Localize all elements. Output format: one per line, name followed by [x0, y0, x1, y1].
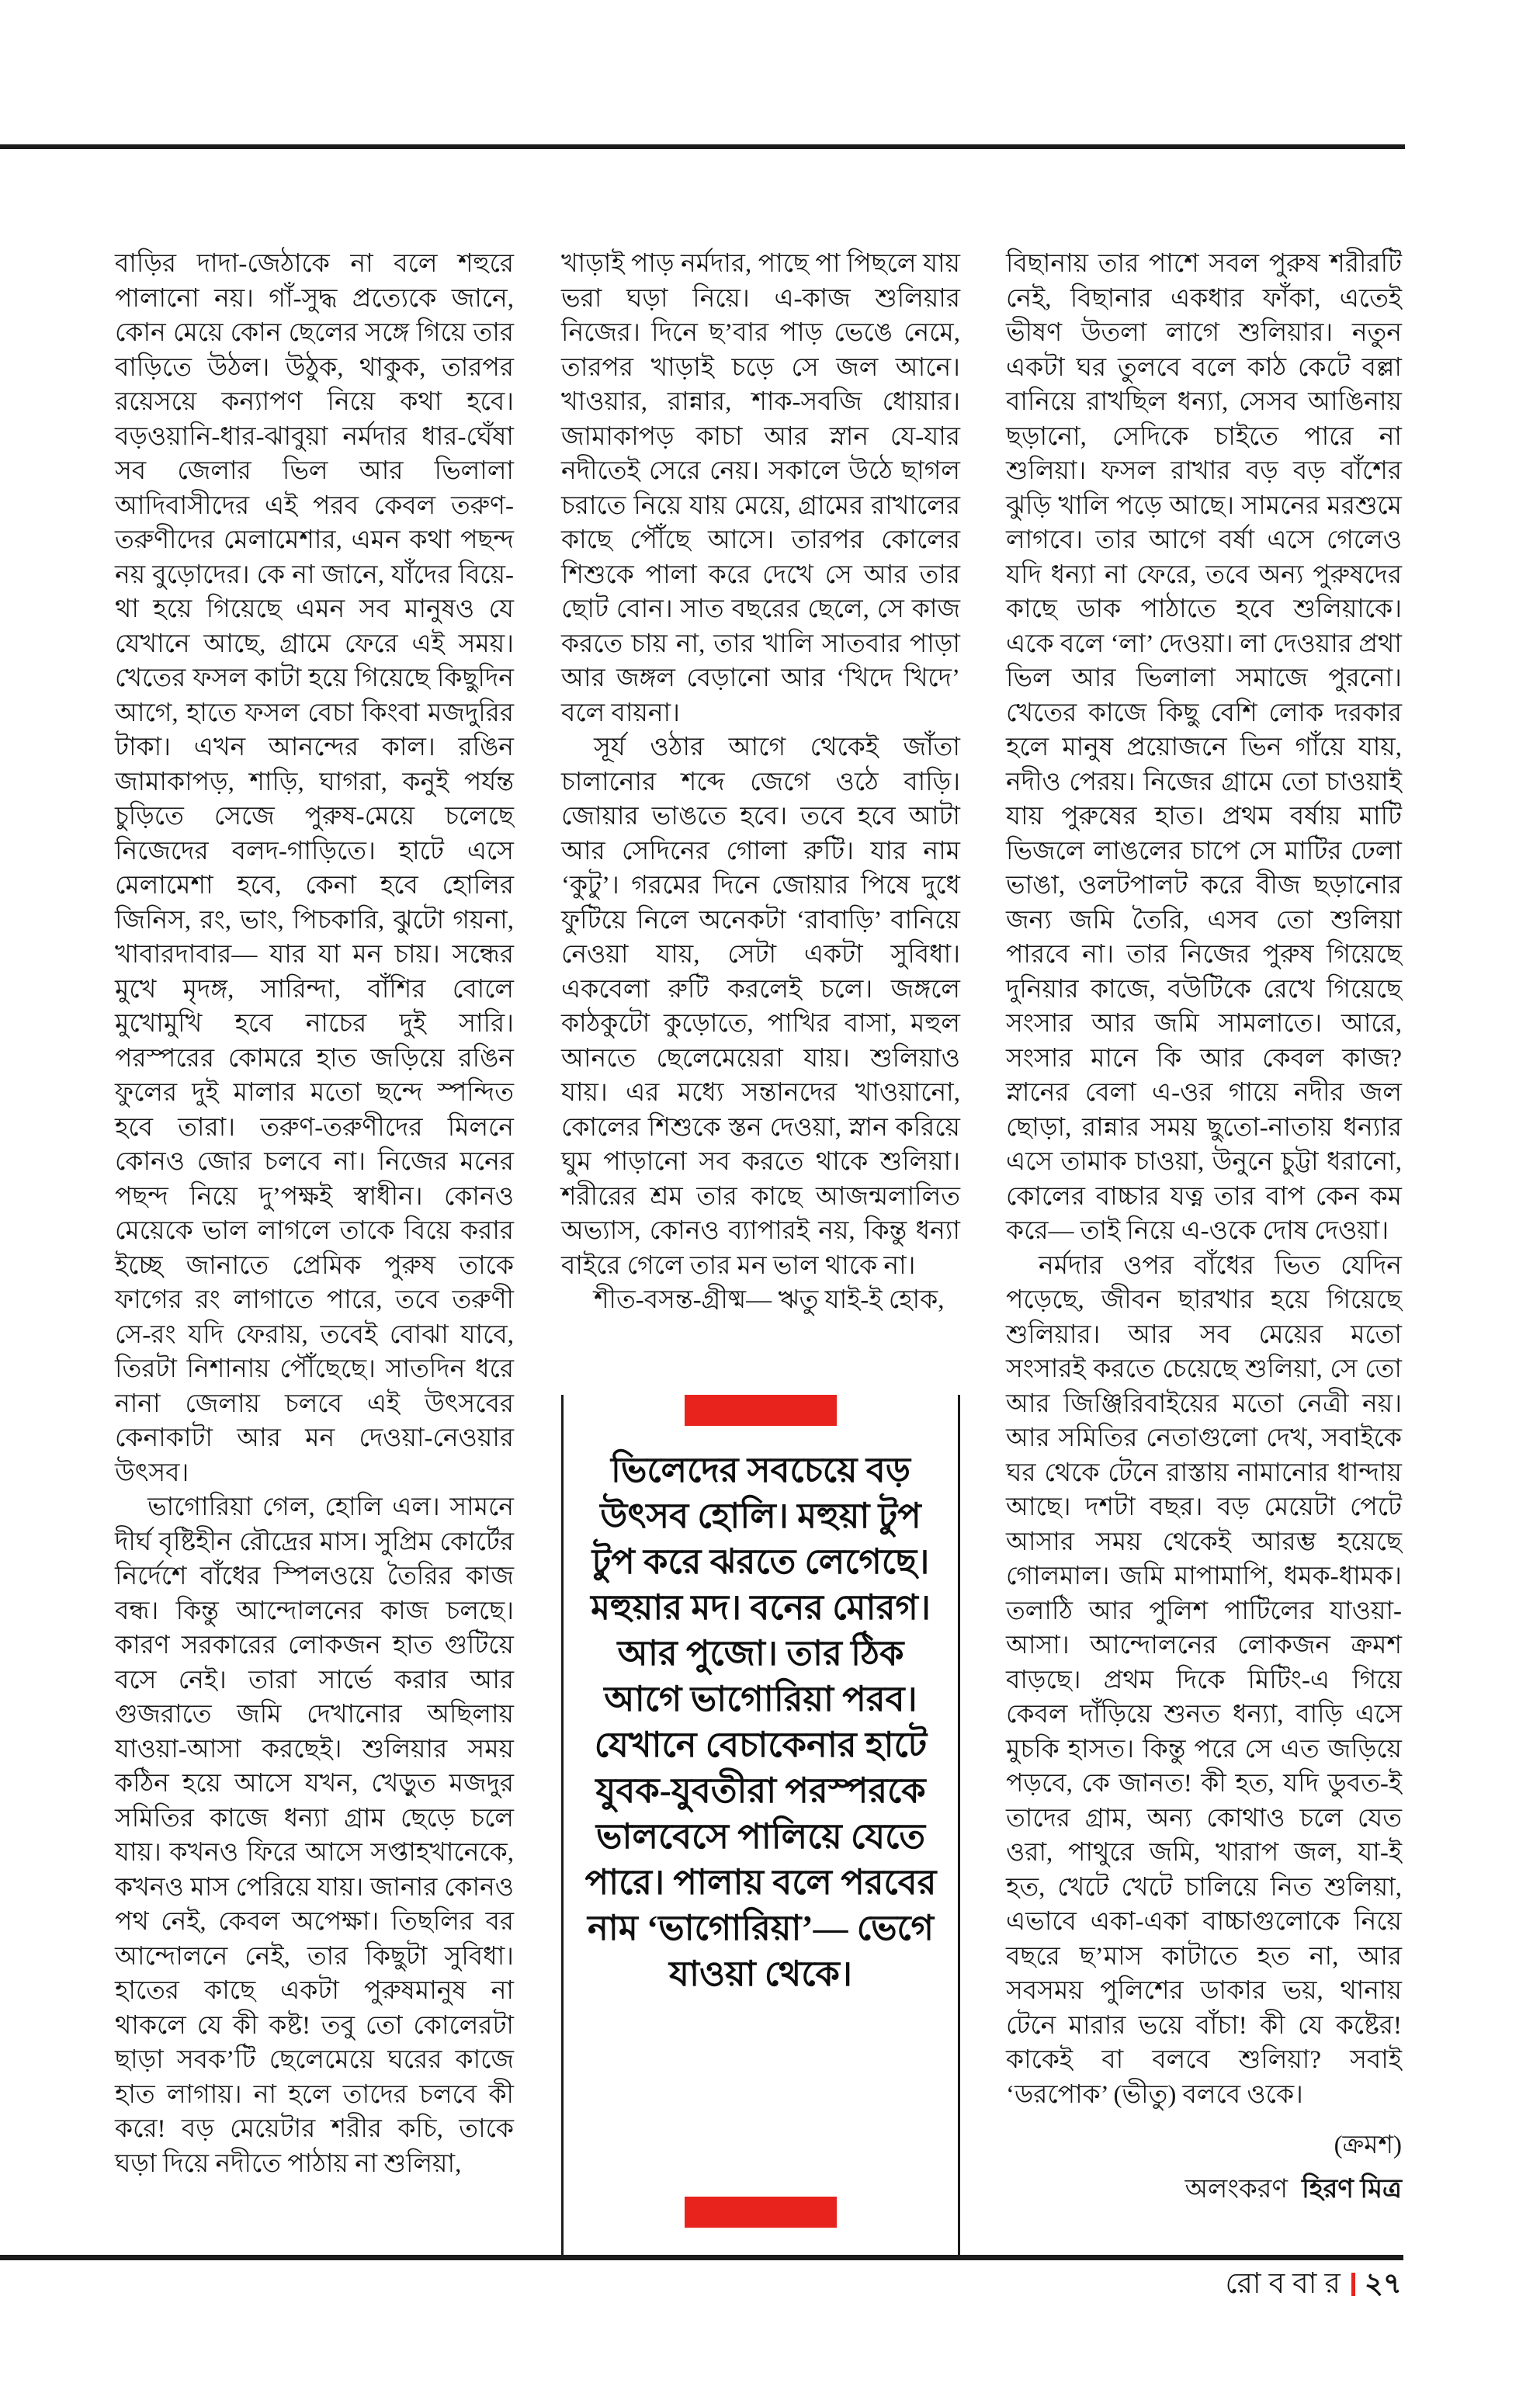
pull-quote-text: ভিলেদের সবচেয়ে বড় উৎসব হোলি। মহুয়া টুপ টুপ করে ঝরতে লেগেছে। মহুয়ার মদ। বনের মোরগ। আর পুজো। তার ঠিক আগে ভাগোরিয়া পরব। যেখানে বেচাকেনার হাটে যুবক-যুবতীরা পরস্পরকে ভালবেসে পালিয়ে যেতে পারে। পালায় বলে পরবের নাম ‘ভাগোরিয়া’— ভেগে যাওয়া থেকে। [584, 1451, 937, 1993]
illustration-credit [1006, 2172, 1402, 2207]
credit-label: অলংকরণ [1184, 2175, 1289, 2204]
continued-marker: (ক্রমশ) [1334, 2131, 1402, 2159]
article-column-1 [115, 247, 514, 2181]
credit-name: হিরণ মিত্র [1302, 2175, 1402, 2204]
body-paragraph: শীত-বসন্ত-গ্রীষ্ম— ঋতু যাই-ই হোক, [594, 1286, 945, 1314]
body-paragraph: খাড়াই পাড় নর্মদার, পাছে পা পিছলে যায় ভরা ঘড়া নিয়ে। এ-কাজ শুলিয়ার নিজের। দিনে ছ’বার পাড় ভেঙে নেমে, তারপর খাড়াই চড়ে সে জল আনে। খাওয়ার, রান্নার, শাক-সবজি ধোয়ার। জামাকাপড় কাচা আর স্নান যে-যার নদীতেই সেরে নেয়। সকালে উঠে ছাগল চরাতে নিয়ে যায় মেয়ে, গ্রামের রাখালের কাছে পৌঁছে আসে। তারপর কোলের শিশুকে পালা করে দেখে সে আর তার ছোট বোন। সাত বছরের ছেলে, সে কাজ করতে চায় না, তার খালি সাতবার পাড়া আর জঙ্গল বেড়ানো আর ‘খিদে খিদে’ বলে বায়না। [561, 250, 960, 727]
body-paragraph: সূর্য ওঠার আগে থেকেই জাঁতা চালানোর শব্দে জেগে ওঠে বাড়ি। জোয়ার ভাঙতে হবে। তবে হবে আটা আর সেদিনের গোলা রুটি। যার নাম ‘কুটু’। গরমের দিনে জোয়ার পিষে দুধে ফুটিয়ে নিলে অনেকটা ‘রাবাড়ি’ বানিয়ে নেওয়া যায়, সেটা একটা সুবিধা। একবেলা রুটি করলেই চলে। জঙ্গলে কাঠকুটো কুড়োতে, পাখির বাসা, মহুল আনতে ছেলেমেয়েরা যায়। শুলিয়াও যায়। এর মধ্যে সন্তানদের খাওয়ানো, কোলের শিশুকে স্তন দেওয়া, স্নান করিয়ে ঘুম পাড়ানো সব করতে থাকে শুলিয়া। শরীরের শ্রম তার কাছে আজন্মলালিত অভ্যাস, কোনও ব্যাপারই নয়, কিন্তু ধন্যা বাইরে গেলে তার মন ভাল থাকে না। [561, 734, 960, 1280]
pull-quote-block [561, 1395, 960, 2255]
body-paragraph: ভাগোরিয়া গেল, হোলি এল। সামনে দীর্ঘ বৃষ্টিহীন রৌদ্রের মাস। সুপ্রিম কোর্টের নির্দেশে বাঁধের স্পিলওয়ে তৈরির কাজ বন্ধ। কিন্তু আন্দোলনের কাজ চলছে। কারণ সরকারের লোকজন হাত গুটিয়ে বসে নেই। তারা সার্ভে করার আর গুজরাতে জমি দেখানোর অছিলায় যাওয়া-আসা করছেই। শুলিয়ার সময় কঠিন হয়ে আসে যখন, খেড়ুত মজদুর সমিতির কাজে ধন্যা গ্রাম ছেড়ে চলে যায়। কখনও ফিরে আসে সপ্তাহখানেকে, কখনও মাস পেরিয়ে যায়। জানার কোনও পথ নেই, কেবল অপেক্ষা। তিছলির বর আন্দোলনে নেই, তার কিছুটা সুবিধা। হাতের কাছে একটা পুরুষমানুষ না থাকলে যে কী কষ্ট! তবু তো কোলেরটা ছাড়া সবক’টি ছেলেমেয়ে ঘরের কাজে হাত লাগায়। না হলে তাদের চলবে কী করে! বড় মেয়েটার শরীর কচি, তাকে ঘড়া দিয়ে নদীতে পাঠায় না শুলিয়া, [115, 1493, 514, 2178]
bottom-rule [0, 2255, 1403, 2260]
footer-divider-bar [1351, 2273, 1355, 2296]
footer-brand: রোববার [1225, 2268, 1348, 2300]
body-paragraph: বিছানায় তার পাশে সবল পুরুষ শরীরটি নেই, বিছানার একধার ফাঁকা, এতেই ভীষণ উতলা লাগে শুলিয়ার। নতুন একটা ঘর তুলবে বলে কাঠ কেটে বল্লা বানিয়ে রাখছিল ধন্যা, সেসব আঙিনায় ছড়ানো, সেদিকে চাইতে পারে না শুলিয়া। ফসল রাখার বড় বড় বাঁশের ঝুড়ি খালি পড়ে আছে। সামনের মরশুমে লাগবে। তার আগে বর্ষা এসে গেলেও যদি ধন্যা না ফেরে, তবে অন্য পুরুষদের কাছে ডাক পাঠাতে হবে শুলিয়াকে। একে বলে ‘লা’ দেওয়া। লা দেওয়ার প্রথা ভিল আর ভিলালা সমাজে পুরনো। খেতের কাজে কিছু বেশি লোক দরকার হলে মানুষ প্রয়োজনে ভিন গাঁয়ে যায়, নদীও পেরয়। নিজের গ্রামে তো চাওয়াই যায় পুরুষের হাত। প্রথম বর্ষায় মাটি ভিজলে লাঙলের চাপে সে মাটির ঢেলা ভাঙা, ওলটপালট করে বীজ ছড়ানোর জন্য জমি তৈরি, এসব তো শুলিয়া পারবে না। তার নিজের পুরুষ গিয়েছে দুনিয়ার কাজে, বউটিকে রেখে গিয়েছে সংসার আর জমি সামলাতে। আরে, সংসার মানে কি আর কেবল কাজ? স্নানের বেলা এ-ওর গায়ে নদীর জল ছোড়া, রান্নার সময় ছুতো-নাতায় ধন্যার এসে তামাক চাওয়া, উনুনে চুট্টা ধরানো, কোলের বাচ্চার যত্ন তার বাপ কেন কম করে— তাই নিয়ে এ-ওকে দোষ দেওয়া। [1006, 250, 1402, 1245]
article-column-2 [561, 247, 960, 1318]
footer-page-number: ২৭ [1364, 2268, 1402, 2300]
body-paragraph: বাড়ির দাদা-জেঠাকে না বলে শহুরে পালানো নয়। গাঁ-সুদ্ধ প্রত্যেকে জানে, কোন মেয়ে কোন ছেলের সঙ্গে গিয়ে তার বাড়িতে উঠল। উঠুক, থাকুক, তারপর রয়েসয়ে কন্যাপণ নিয়ে কথা হবে। বড়ওয়ানি-ধার-ঝাবুয়া নর্মদার ধার-ঘেঁষা সব জেলার ভিল আর ভিলালা আদিবাসীদের এই পরব কেবল তরুণ-তরুণীদের মেলামেশার, এমন কথা পছন্দ নয় বুড়োদের। কে না জানে, যাঁদের বিয়ে-থা হয়ে গিয়েছে এমন সব মানুষও যে যেখানে আছে, গ্রামে ফেরে এই সময়। খেতের ফসল কাটা হয়ে গিয়েছে কিছুদিন আগে, হাতে ফসল বেচা কিংবা মজদুরির টাকা। এখন আনন্দের কাল। রঙিন জামাকাপড়, শাড়ি, ঘাগরা, কনুই পর্যন্ত চুড়িতে সেজে পুরুষ-মেয়ে চলেছে নিজেদের বলদ-গাড়িতে। হাটে এসে মেলামেশা হবে, কেনা হবে হোলির জিনিস, রং, ভাং, পিচকারি, ঝুটো গয়না, খাবারদাবার— যার যা মন চায়। সন্ধের মুখে মৃদঙ্গ, সারিন্দা, বাঁশির বোলে মুখোমুখি হবে নাচের দুই সারি। পরস্পরের কোমরে হাত জড়িয়ে রঙিন ফুলের দুই মালার মতো ছন্দে স্পন্দিত হবে তারা। তরুণ-তরুণীদের মিলনে কোনও জোর চলবে না। নিজের মনের পছন্দ নিয়ে দু’পক্ষই স্বাধীন। কোনও মেয়েকে ভাল লাগলে তাকে বিয়ে করার ইচ্ছে জানাতে প্রেমিক পুরুষ তাকে ফাগের রং লাগাতে পারে, তবে তরুণী সে-রং যদি ফেরায়, তবেই বোঝা যাবে, তিরটা নিশানায় পৌঁছেছে। সাতদিন ধরে নানা জেলায় চলবে এই উৎসবের কেনাকাটা আর মন দেওয়া-নেওয়ার উৎসব। [115, 250, 514, 1487]
red-accent-bar-top [685, 1395, 837, 1426]
body-paragraph: নর্মদার ওপর বাঁধের ভিত যেদিন পড়েছে, জীবন ছারখার হয়ে গিয়েছে শুলিয়ার। আর সব মেয়ের মতো সংসারই করতে চেয়েছে শুলিয়া, সে তো আর জিঞ্জিরিবাইয়ের মতো নেত্রী নয়। আর সমিতির নেতাগুলো দেখ, সবাইকে ঘর থেকে টেনে রাস্তায় নামানোর ধান্দায় আছে। দশটা বছর। বড় মেয়েটা পেটে আসার সময় থেকেই আরম্ভ হয়েছে গোলমাল। জমি মাপামাপি, ধমক-ধামক। তলাঠি আর পুলিশ পাটিলের যাওয়া-আসা। আন্দোলনের লোকজন ক্রমশ বাড়ছে। প্রথম দিকে মিটিং-এ গিয়ে কেবল দাঁড়িয়ে শুনত ধন্যা, বাড়ি এসে মুচকি হাসত। কিন্তু পরে সে এত জড়িয়ে পড়বে, কে জানত! কী হত, যদি ডুবত-ই তাদের গ্রাম, অন্য কোথাও চলে যেত ওরা, পাথুরে জমি, খারাপ জল, যা-ই হত, খেটে খেটে চালিয়ে নিত শুলিয়া, এভাবে একা-একা বাচ্চাগুলোকে নিয়ে বছরে ছ’মাস কাটাতে হত না, আর সবসময় পুলিশের ডাকার ভয়, থানায় টেনে মারার ভয়ে বাঁচা! কী যে কষ্টের! কাকেই বা বলবে শুলিয়া? সবাই ‘ডরপোক’ (ভীতু) বলবে ওকে। [1006, 1251, 1402, 2109]
article-column-3 [1006, 247, 1402, 2112]
page-footer [1226, 2268, 1403, 2301]
red-accent-bar-bottom [685, 2197, 837, 2228]
top-rule [0, 144, 1405, 149]
